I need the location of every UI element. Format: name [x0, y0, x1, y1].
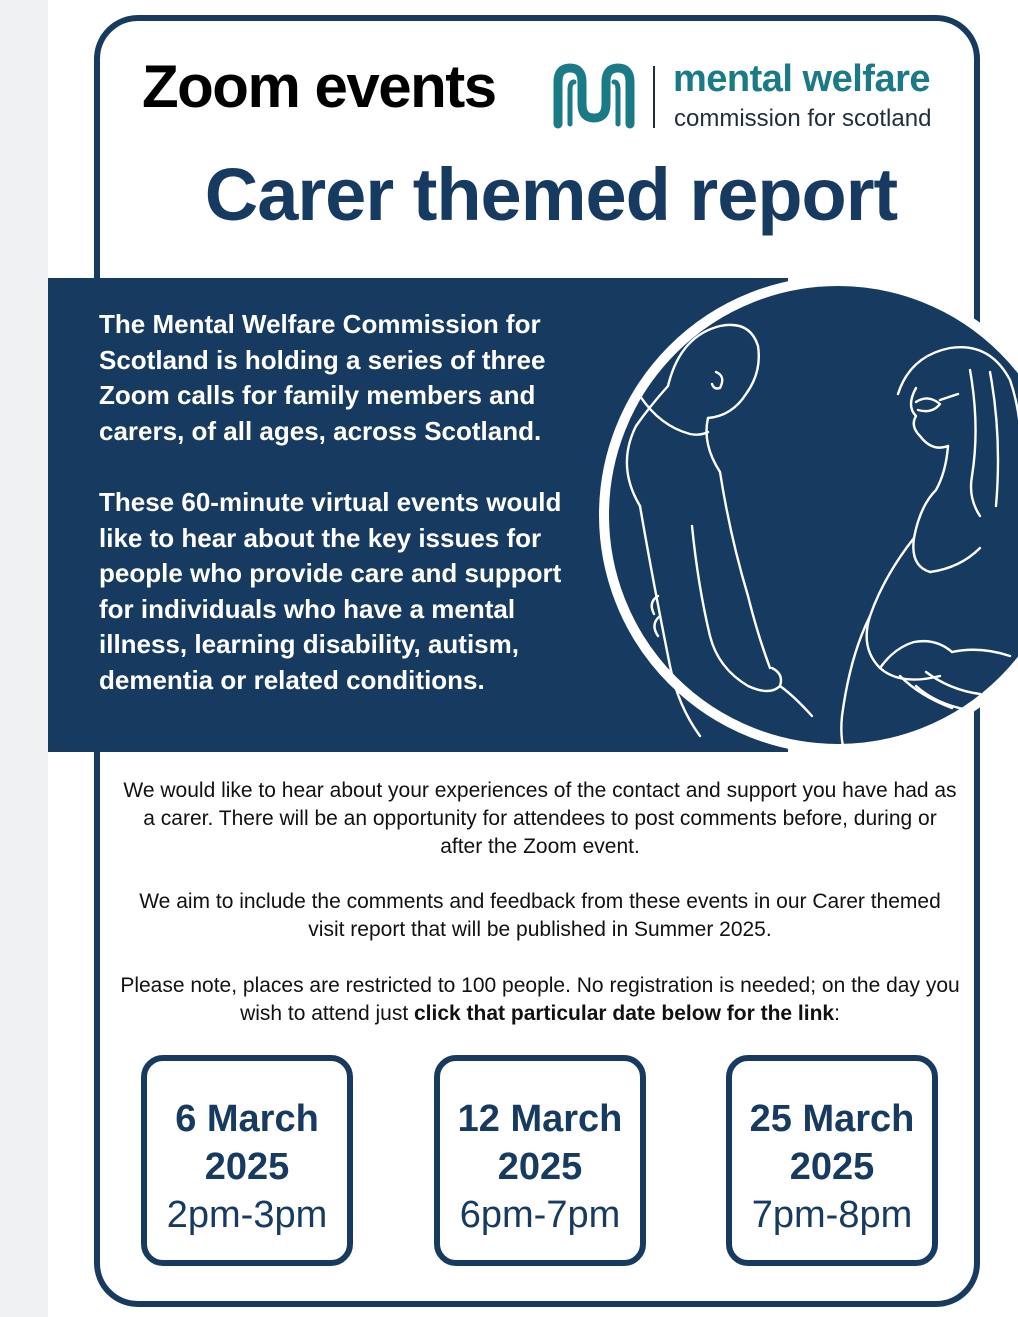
registration-paragraph	[100, 972, 980, 1028]
date-time: 7pm-8pm	[751, 1194, 913, 1236]
date-time: 6pm-7pm	[459, 1194, 621, 1236]
intro-paragraph-2: These 60-minute virtual events would like to hear about the key issues for people who provide care and support for individuals who have a mental illness, learning disability, autism, dementia or related conditions.	[99, 487, 562, 695]
date-link-25-march[interactable]	[726, 1055, 938, 1266]
registration-text: Please note, places are restricted to 100 people. No registration is needed; on the day you wish to attend just	[120, 974, 960, 1025]
logo-divider	[653, 66, 655, 128]
intro-paragraph-1: The Mental Welfare Commission for Scotland is holding a series of three Zoom calls for family members and carers, of all ages, across Scotland.	[99, 309, 546, 446]
report-paragraph: We aim to include the comments and feedback from these events in our Carer themed visit report that will be published in Summer 2025.	[139, 890, 941, 941]
date-year: 2025	[497, 1146, 583, 1188]
zoom-events-heading: Zoom events	[142, 53, 496, 120]
date-day: 12 March	[457, 1098, 623, 1140]
mwc-wave-logo-icon	[552, 60, 636, 132]
date-link-6-march[interactable]	[141, 1055, 353, 1266]
date-time: 2pm-3pm	[166, 1194, 328, 1236]
date-day: 6 March	[175, 1098, 319, 1140]
logo-subtitle: commission for scotland	[674, 105, 932, 132]
logo-name: mental welfare	[673, 58, 930, 100]
registration-emphasis: click that particular date below for the link	[414, 1002, 835, 1025]
registration-colon: :	[834, 1002, 840, 1025]
carers-conversation-illustration	[580, 276, 1018, 754]
date-year: 2025	[204, 1146, 290, 1188]
report-title: Carer themed report	[204, 153, 898, 236]
date-link-12-march[interactable]	[434, 1055, 646, 1266]
date-day: 25 March	[749, 1098, 915, 1140]
experience-paragraph: We would like to hear about your experiences of the contact and support you have had as a carer. There will be an opportunity for attendees to post comments before, during or after the Zoom event.	[123, 779, 957, 858]
date-year: 2025	[789, 1146, 875, 1188]
